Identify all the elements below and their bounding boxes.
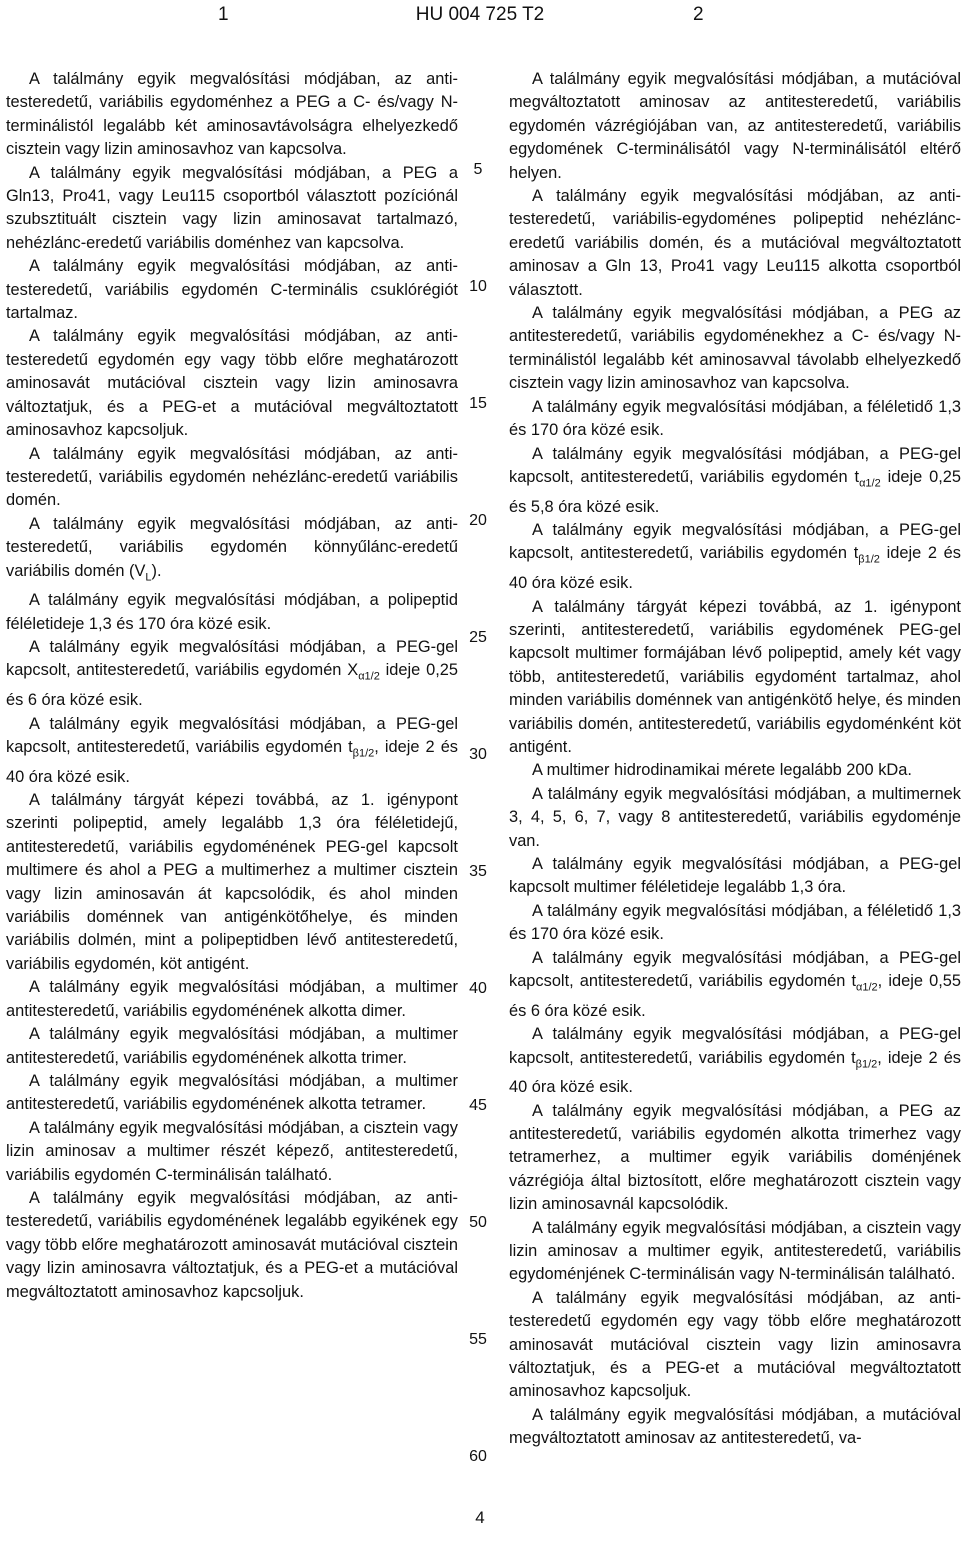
paragraph-text: A találmány egyik megvalósítási módjában, a PEG-gel kapcsolt, antitesteredetű, variábilis egydomén t: [509, 948, 961, 990]
paragraph: A találmány egyik megvalósítási módjában, a multimernek 3, 4, 5, 6, 7, vagy 8 antitesteredetű, variábilis egydoménje van.: [509, 784, 961, 850]
line-number: 25: [469, 629, 487, 646]
paragraph: A találmány egyik megvalósítási módjában, a PEG-gel kapcsolt multimer féléletideje legalább 1,3 óra.: [509, 854, 961, 897]
paragraph: [509, 519, 961, 596]
paragraph: [6, 636, 458, 713]
paragraph: A találmány egyik megvalósítási módjában, az antitesteredetű, variábilis-egydoménes polipeptid nehézlánc-eredetű variábilis domén, és a mutációval megváltoztatott aminosav a Gln 13, Pro41 vagy Leu115 alkotta csoportból választott.: [509, 187, 961, 299]
paragraph: A találmány egyik megvalósítási módjában, az antitesteredetű egydomén egy vagy több előre meghatározott aminosavát mutációval cisztein vagy lizin aminosavra változtatjuk, és a PEG-et a mutációval megváltoztatott aminosavhoz kapcsoljuk.: [509, 1288, 961, 1401]
paragraph: A találmány egyik megvalósítási módjában, a mutációval megváltoztatott aminosav az antitesteredetű, va-: [509, 1405, 961, 1448]
paragraph-text: A találmány egyik megvalósítási módjában, a PEG-gel kapcsolt, antitesteredetű, variábilis egydomén t: [6, 714, 458, 756]
paragraph-text: A találmány egyik megvalósítási módjában, az antitesteredetű, variábilis egydomén könnyűlánc-eredetű variábilis domén (V: [6, 514, 458, 580]
paragraph-text: A találmány egyik megvalósítási módjában, a PEG-gel kapcsolt, antitesteredetű, variábilis egydomén t: [509, 444, 961, 486]
subscript: L: [145, 570, 152, 583]
paragraph: A multimer hidrodinamikai mérete legalább 200 kDa.: [532, 761, 912, 780]
paragraph: A találmány egyik megvalósítási módjában, a PEG az antitesteredetű, variábilis egydoménekhez a C- és/vagy N-terminálistól legalább két aminosavval távolabb elhelyezkedő cisztein vagy lizin aminosavhoz van kapcsolva.: [509, 304, 961, 393]
subscript: α1/2: [859, 477, 881, 490]
paragraph: A találmány egyik megvalósítási módjában, a féléletidő 1,3 és 170 óra közé esik.: [509, 901, 961, 944]
paragraph: A találmány egyik megvalósítási módjában, az antitesteredetű, variábilis egydomén nehézlánc-eredetű variábilis domén.: [6, 444, 458, 510]
paragraph-text: , ideje 0,55 és 6 óra közé esik.: [509, 972, 961, 1020]
subscript: β1/2: [352, 747, 375, 760]
paragraph: [509, 1023, 961, 1100]
document-number: HU 004 725 T2: [415, 4, 545, 25]
paragraph-text: ideje 2 és 40 óra közé esik.: [509, 544, 961, 593]
line-number: 45: [469, 1097, 487, 1114]
paragraph: A találmány egyik megvalósítási módjában, a PEG a Gln13, Pro41, vagy Leu115 csoportból választott pozíciónál szubsztituált cisztein vagy lizin aminosavat tartalmazó, nehézlánc-eredetű variábilis doménhez van kapcsolva.: [6, 163, 458, 252]
paragraph: [509, 947, 961, 1024]
line-number: 55: [469, 1331, 487, 1348]
line-number: 50: [469, 1214, 487, 1231]
paragraph: A találmány tárgyát képezi továbbá, az 1. igénypont szerinti polipeptid, amely legalább 1,3 óra féléletidejű, antitesteredetű, variábilis egydoménének PEG-gel kapcsolt multimere és ahol a PEG a multimerhez a multimer cisztein vagy lizin aminosaván át kapcsolódik, és ahol minden variábilis doménnek van antigénkötőhelye, és minden variábilis dolmén, mint a polipeptidben lévő antitesteredetű, variábilis egydomén, köt antigént.: [6, 791, 458, 973]
subscript: α1/2: [856, 981, 878, 994]
line-number: 10: [469, 278, 487, 295]
paragraph-text: A találmány egyik megvalósítási módjában, a PEG-gel kapcsolt, antitesteredetű, variábilis egydomén X: [6, 638, 458, 680]
paragraph: A találmány egyik megvalósítási módjában, a cisztein vagy lizin aminosav a multimer részét képező, antitesteredetű, variábilis egydomén C-terminálisán található.: [6, 1118, 458, 1184]
paragraph-text: A találmány egyik megvalósítási módjában, a PEG-gel kapcsolt, antitesteredetű, variábilis egydomén t: [509, 1025, 961, 1067]
left-page-number: 1: [218, 4, 229, 25]
paragraph-text: ideje 0,25 és 5,8 óra közé esik.: [509, 467, 961, 516]
paragraph: A találmány egyik megvalósítási módjában, az antitesteredetű, variábilis egydomén C-terminális csuklórégiót tartalmaz.: [6, 257, 458, 323]
paragraph: A találmány egyik megvalósítási módjában, a polipeptid féléletideje 1,3 és 170 óra közé esik.: [6, 591, 458, 633]
subscript: α1/2: [358, 670, 380, 683]
line-number: 15: [469, 395, 487, 412]
paragraph-text: , ideje 2 és 40 óra közé esik.: [509, 1048, 961, 1097]
right-text-column: [509, 68, 961, 1451]
paragraph: A találmány egyik megvalósítási módjában, a PEG az antitesteredetű, variábilis egydomén alkotta trimerhez vagy tetramerhez, a multimer egyik variábilis doménjének vázrégiója által biztosított, előre meghatározott cisztein vagy lizin aminosavnál kapcsolódik.: [509, 1101, 961, 1214]
line-number: 40: [469, 980, 487, 997]
paragraph: A találmány egyik megvalósítási módjában, az antitesteredetű egydomén egy vagy több előre meghatározott aminosavát mutációval cisztein vagy lizin aminosavra változtatjuk, és a PEG-et a mutációval megváltoztatott aminosavhoz kapcsoljuk.: [6, 327, 458, 440]
paragraph-text: A találmány egyik megvalósítási módjában, a PEG-gel kapcsolt, antitesteredetű, variábilis egydomén t: [509, 521, 961, 563]
paragraph-text: , ideje 2 és 40 óra közé esik.: [6, 737, 459, 786]
line-number: 35: [469, 863, 487, 880]
line-number: 5: [473, 161, 483, 178]
paragraph-text: ).: [151, 561, 162, 580]
paragraph: A találmány tárgyát képezi továbbá, az 1. igénypont szerinti, antitesteredetű, variábilis egydomének PEG-gel kapcsolt multimer formájában lévő polipeptid, amely két vagy több, antitesteredetű, variábilis egydomént tartalmaz, ahol minden variábilis doménnek van antigénkötő helye, és minden variábilis domén, antitesteredetű, variábilis egydoménként köt antigént.: [509, 597, 961, 756]
subscript: β1/2: [855, 1057, 878, 1070]
line-number: 20: [469, 512, 487, 529]
paragraph: A találmány egyik megvalósítási módjában, a féléletidő 1,3 és 170 óra közé esik.: [509, 397, 961, 440]
footer-page-number: 4: [475, 1508, 485, 1527]
paragraph: A találmány egyik megvalósítási módjában, az antitesteredetű, variábilis egydoménének legalább egyikének egy vagy több előre meghatározott aminosavát mutációval cisztein vagy lizin aminosavra változtatjuk, és a PEG-et a mutációval megváltoztatott aminosavhoz kapcsoljuk.: [6, 1188, 458, 1301]
left-text-column: [6, 68, 458, 1304]
paragraph: A találmány egyik megvalósítási módjában, a multimer antitesteredetű, variábilis egydoménének alkotta trimer.: [6, 1025, 458, 1067]
paragraph: [6, 713, 458, 790]
paragraph: A találmány egyik megvalósítási módjában, a mutációval megváltoztatott aminosav az antitesteredetű, variábilis egydomén vázrégiójában van, az antitesteredetű, variábilis egydomének C-terminálisától vagy N-terminálisától eltérő helyen.: [509, 70, 961, 182]
subscript: β1/2: [858, 553, 880, 566]
paragraph: A találmány egyik megvalósítási módjában, a multimer antitesteredetű, variábilis egydoménének alkotta dimer.: [6, 978, 458, 1020]
line-number: 30: [469, 746, 487, 763]
right-page-number: 2: [693, 4, 704, 25]
paragraph: A találmány egyik megvalósítási módjában, az antitesteredetű, variábilis egydoménhez a PEG a C- és/vagy N-terminálistól legalább két aminosavtávolságra elhelyezkedő cisztein vagy lizin aminosavhoz van kapcsolva.: [6, 70, 458, 159]
line-number: 60: [469, 1448, 487, 1465]
paragraph-text: ideje 0,25 és 6 óra közé esik.: [6, 661, 459, 710]
paragraph: A találmány egyik megvalósítási módjában, a multimer antitesteredetű, variábilis egydoménének alkotta tetramer.: [6, 1071, 458, 1114]
paragraph: A találmány egyik megvalósítási módjában, a cisztein vagy lizin aminosav a multimer egyik, antitesteredetű, variábilis egydoménjének C-terminálisán vagy N-terminálisán található.: [509, 1218, 961, 1284]
paragraph: [509, 443, 961, 520]
paragraph: [6, 513, 458, 590]
